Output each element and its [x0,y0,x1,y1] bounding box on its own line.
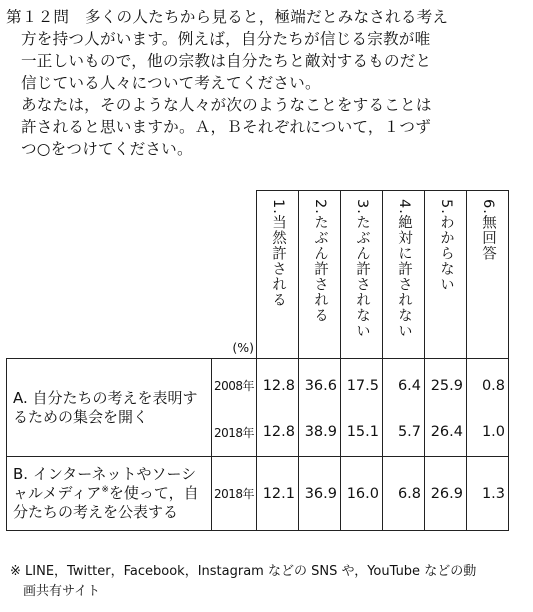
row-label-b: B. インターネットやソーシャルメディア※を使って，自分たちの考えを公表する [7,457,212,531]
question-line: 許されると思いますか。Ａ，Ｂそれぞれについて，１つず [21,118,432,136]
header-row [7,191,509,359]
footnote-line: ※ LINE，Twitter，Facebook，Instagram などの SNS や，YouTube などの動 [10,564,477,579]
question-line: 信じている人々について考えてください。 [21,74,321,92]
table-row [7,457,509,531]
question-line: あなたは，そのような人々が次のようなことをすることは [21,96,432,114]
question-text [6,6,528,160]
row-label-a: A. 自分たちの考えを表明するための集会を開く [7,359,212,457]
table-cell: 12.8 [257,359,299,409]
table-cell: 25.9 [425,359,467,409]
footnote-line: 画共有サイト [23,584,101,599]
percent-label: (%) [232,340,254,355]
question-line: つ○をつけてください。 [21,140,193,158]
footnote [10,562,525,602]
table-cell: 1.0 [467,409,509,457]
table-cell: 26.4 [425,409,467,457]
question-line: 一正しいもので，他の宗教は自分たちと敵対するものだと [21,52,432,70]
table-cell: 36.6 [299,359,341,409]
column-header: 1.当然許される [257,191,299,359]
table-cell: 1.3 [467,457,509,531]
table-row [7,359,509,409]
table-cell: 26.9 [425,457,467,531]
column-header: 5.わからない [425,191,467,359]
year-label: 2018年 [212,457,257,531]
year-label: 2018年 [212,409,257,457]
table-cell: 12.1 [257,457,299,531]
table-cell: 6.8 [383,457,425,531]
column-header: 3.たぶん許されない [341,191,383,359]
question-line: 方を持つ人がいます。例えば，自分たちが信じる宗教が唯 [21,30,431,48]
column-header: 2.たぶん許される [299,191,341,359]
question-line: 第１２問 多くの人たちから見ると，極端だとみなされる考え [6,8,449,26]
table-cell: 5.7 [383,409,425,457]
column-header: 4.絶対に許されない [383,191,425,359]
table-cell: 6.4 [383,359,425,409]
table-cell: 17.5 [341,359,383,409]
table-cell: 38.9 [299,409,341,457]
table-cell: 36.9 [299,457,341,531]
column-header: 6.無回答 [467,191,509,359]
table-cell: 15.1 [341,409,383,457]
survey-table [6,190,509,531]
table-cell: 12.8 [257,409,299,457]
table-cell: 0.8 [467,359,509,409]
year-label: 2008年 [212,359,257,409]
table-cell: 16.0 [341,457,383,531]
corner-empty [7,191,212,359]
